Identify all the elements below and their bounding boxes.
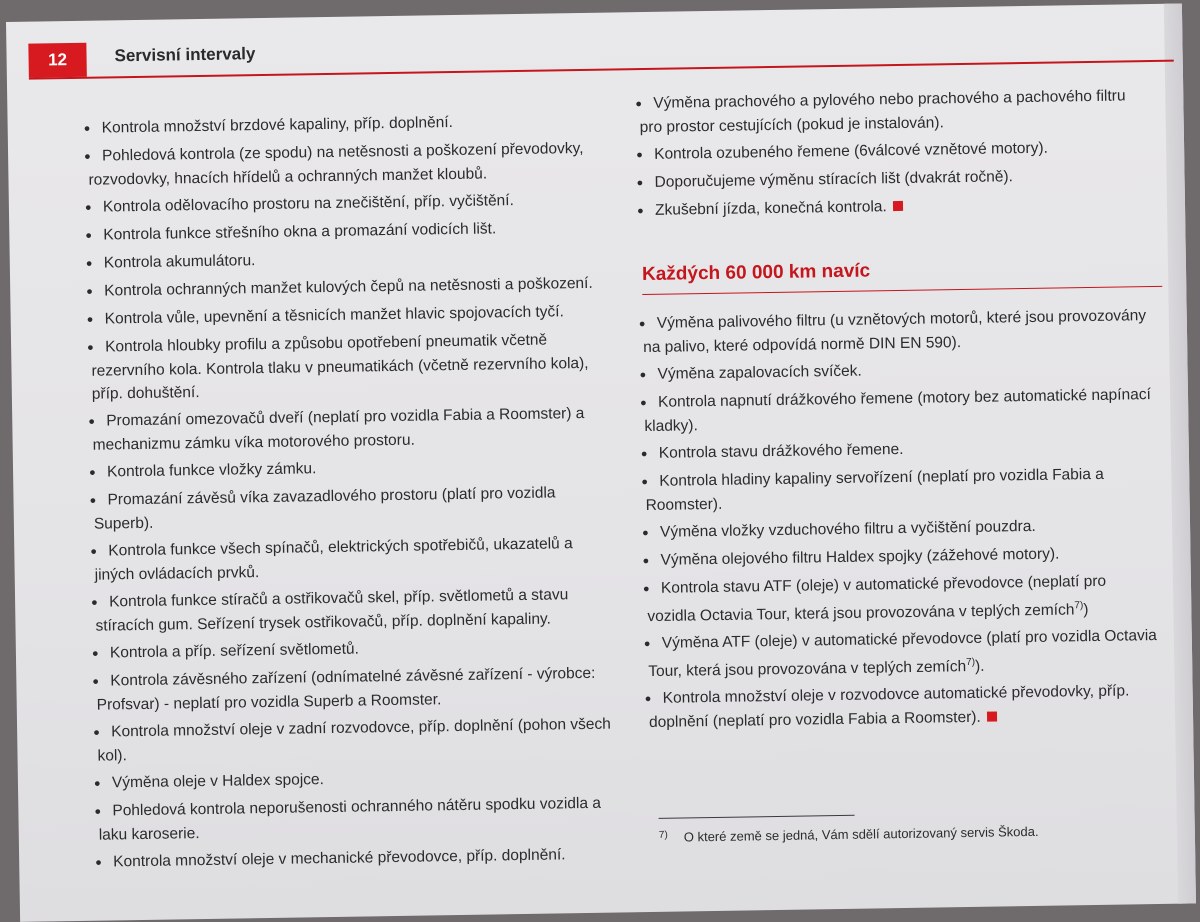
list-item: ● Výměna vložky vzduchového filtru a vyčištění pouzdra. <box>646 513 1156 545</box>
footnote <box>659 824 1039 845</box>
bullet-icon: ● <box>635 98 643 111</box>
bullet-icon: ● <box>84 150 91 163</box>
bullet-icon: ● <box>644 693 652 706</box>
bullet-icon: ● <box>642 554 650 568</box>
list-item: ● Kontrola funkce vložky zámku. <box>93 453 613 485</box>
list-item: ● Promazání omezovačů dveří (neplatí pro vozidla Fabia a Roomster) a mechanizmu zámku víka motorového prostoru. <box>88 404 585 454</box>
list-item: ● Kontrola hladiny kapaliny servořízení (neplatí pro vozidla Fabia a Roomster). <box>641 465 1104 515</box>
list-item: ● Pohledová kontrola neporušenosti ochranného nátěru spodku vozidla a laku karoserie. <box>94 794 602 844</box>
list-item: ● Výměna palivového filtru (u vznětových motorů, které jsou provozovány na palivo, které odpovídá normě DIN EN 590). <box>638 307 1147 357</box>
right-column-section <box>638 304 1160 738</box>
footnote-marker: 7) <box>658 829 668 841</box>
bullet-icon: ● <box>91 647 99 660</box>
page-number: 12 <box>28 43 87 78</box>
bullet-icon: ● <box>642 526 649 540</box>
next-page-edge <box>1164 4 1196 904</box>
bullet-icon: ● <box>642 582 650 596</box>
bullet-icon: ● <box>88 415 96 428</box>
list-item: ● Pohledová kontrola (ze spodu) na netěsnosti a poškození převodovky, rozvodovky, hnacích hřídelů a ochranných manžet kloubů. <box>84 139 584 189</box>
bullet-icon: ● <box>85 257 93 270</box>
bullet-icon: ● <box>640 447 648 461</box>
bullet-icon: ● <box>636 205 644 218</box>
bullet-icon: ● <box>91 596 98 609</box>
list-item: ● Zkušební jízda, konečná kontrola. <box>641 191 1151 223</box>
list-item: ● Kontrola množství oleje v zadní rozvodovce, příp. doplnění (pohon všech kol). <box>93 715 611 765</box>
list-item: ● Kontrola stavu ATF (oleje) v automatické převodovce (neplatí pro vozidla Octavia Tour, která jsou provozována v teplých zemích$^{7)}$) <box>642 572 1107 626</box>
bullet-icon: ● <box>639 396 647 410</box>
list-item: ● Kontrola ozubeného řemene (6válcové vznětové motory). <box>640 135 1150 167</box>
section-rule <box>642 286 1162 295</box>
footnote-text: O které země se jedná, Vám sdělí autorizovaný servis Škoda. <box>683 823 1039 845</box>
bullet-icon: ● <box>90 545 98 558</box>
list-item: ● Kontrola funkce všech spínačů, elektrických spotřebičů, ukazatelů a jiných ovládacích prvků. <box>90 535 573 584</box>
list-item: ● Kontrola ochranných manžet kulových čepů na netěsnosti a poškození. <box>90 272 610 304</box>
bullet-icon: ● <box>638 317 646 331</box>
list-item: ● Výměna zapalovacích svíček. <box>643 355 1153 387</box>
list-item: ● Kontrola vůle, upevnění a těsnicích manžet hlavic spojovacích tyčí. <box>90 300 610 332</box>
list-item: ● Promazání závěsů víka zavazadlového prostoru (platí pro vozidla Superb). <box>89 484 556 533</box>
bullet-icon: ● <box>84 201 92 214</box>
footnote-ref: 7) <box>1074 600 1084 612</box>
bullet-icon: ● <box>93 777 101 790</box>
end-mark-icon <box>987 712 997 722</box>
end-mark-icon <box>893 201 903 211</box>
list-item: ● Výměna olejového filtru Haldex spojky (zážehové motory). <box>646 541 1156 573</box>
bullet-icon: ● <box>87 341 94 354</box>
left-column <box>83 109 619 879</box>
list-item: ● Kontrola odělovacího prostoru na znečištění, příp. vyčištění. <box>89 188 609 220</box>
bullet-icon: ● <box>86 285 93 298</box>
bullet-icon: ● <box>94 805 102 818</box>
list-item: ● Kontrola množství oleje v rozvodovce automatické převodovky, příp. doplnění (neplatí pro vozidla Fabia a Roomster). <box>644 682 1130 732</box>
bullet-icon: ● <box>86 313 94 326</box>
list-item: ● Kontrola napnutí drážkového řemene (motory bez automatické napínací kladky). <box>639 386 1151 436</box>
list-item: ● Doporučujeme výměnu stíracích lišt (dvakrát ročně). <box>640 163 1150 195</box>
list-item: ● Kontrola závěsného zařízení (odnímatelné závěsné zařízení - výrobce: Profsvar) - neplatí pro vozidla Superb a Roomster. <box>92 664 596 714</box>
bullet-icon: ● <box>636 149 643 162</box>
right-column-top <box>635 84 1151 227</box>
bullet-icon: ● <box>88 466 96 479</box>
bullet-icon: ● <box>641 475 649 489</box>
list-item: ● Kontrola stavu drážkového řemene. <box>645 434 1155 466</box>
bullet-icon: ● <box>83 122 91 135</box>
bullet-icon: ● <box>93 726 100 739</box>
list-item: ● Kontrola množství brzdové kapaliny, příp. doplnění. <box>87 109 607 141</box>
section-heading: Každých 60 000 km navíc <box>641 260 871 286</box>
list-item: ● Kontrola akumulátoru. <box>90 244 610 276</box>
list-item: ● Kontrola funkce střešního okna a promazání vodicích lišt. <box>89 216 609 248</box>
list-item: ● Kontrola množství oleje v mechanické převodovce, příp. doplnění. <box>99 842 619 874</box>
page-title: Servisní intervaly <box>114 44 256 66</box>
footnote-ref: 7) <box>966 657 976 669</box>
list-item: ● Kontrola hloubky profilu a způsobu opotřebení pneumatik včetně rezervního kola. Kontrola tlaku v pneumatikách (včetně rezervního kola), příp. dohuštění. <box>87 331 589 403</box>
manual-page <box>6 4 1196 922</box>
bullet-icon: ● <box>85 229 93 242</box>
list-item: ● Výměna ATF (oleje) v automatické převodovce (platí pro vozidla Octavia Tour, která jsou provozována v teplých zemích$^{7)}$). <box>643 627 1157 681</box>
bullet-icon: ● <box>92 675 100 688</box>
list-item: ● Kontrola funkce stíračů a ostřikovačů skel, příp. světlometů a stavu stíracích gum. Seřízení trysek ostřikovačů, příp. doplnění kapaliny. <box>91 586 569 635</box>
list-item: ● Výměna prachového a pylového nebo prachového a pachového filtru pro prostor cestujících (pokud je instalován). <box>635 87 1126 137</box>
list-item: ● Výměna oleje v Haldex spojce. <box>98 763 618 795</box>
bullet-icon: ● <box>639 368 647 382</box>
list-item: ● Kontrola a příp. seřízení světlometů. <box>96 633 616 665</box>
footnote-rule <box>659 815 855 819</box>
bullet-icon: ● <box>95 856 102 869</box>
bullet-icon: ● <box>636 177 644 190</box>
bullet-icon: ● <box>643 638 651 651</box>
bullet-icon: ● <box>89 494 97 507</box>
